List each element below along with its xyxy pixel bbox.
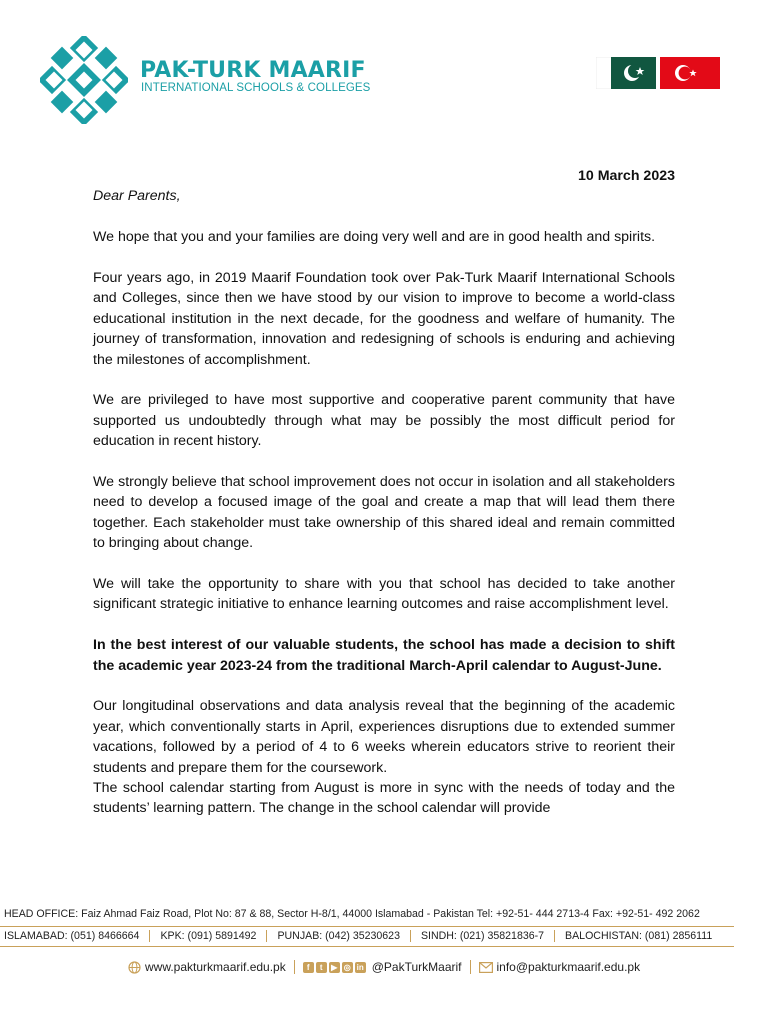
- paragraph: We hope that you and your families are doing very well and are in good health and spirits.: [93, 229, 656, 246]
- branch-contact: BALOCHISTAN: (081) 2856111: [554, 930, 722, 942]
- mail-icon: [479, 962, 493, 973]
- paragraph: We strongly believe that school improvement does not occur in isolation and all stakeholders need to develop a focused image of the goal and create a map that will lead them there together. Each stakeholder must take ownership of this shared ideal and remain committed to bringing about change.: [93, 474, 675, 552]
- footer-separator: [470, 960, 471, 974]
- letter-date: 10 March 2023: [577, 168, 675, 184]
- turkey-flag-icon: [660, 57, 720, 89]
- branch-contact: ISLAMABAD: (051) 8466664: [4, 930, 140, 942]
- instagram-icon[interactable]: ◎: [342, 962, 353, 973]
- paragraph: Our longitudinal observations and data analysis reveal that the beginning of the academic year, which conventionally starts in April, experiences disruptions due to extended summer vacations, followed by a period of 4 to 6 weeks wherein educators strive to reorient their students and prepare them for the coursework.: [93, 698, 675, 776]
- email-link[interactable]: info@pakturkmaarif.edu.pk: [496, 960, 641, 974]
- letter-body: [93, 166, 675, 819]
- social-handle[interactable]: @PakTurkMaarif: [371, 960, 462, 974]
- footer-divider: [0, 926, 734, 927]
- branch-contact: KPK: (091) 5891492: [149, 930, 266, 942]
- twitter-icon[interactable]: t: [316, 962, 327, 973]
- maarif-logo-icon: [40, 36, 128, 124]
- head-office-address: HEAD OFFICE: Faiz Ahmad Faiz Road, Plot No: 87 & 88, Sector H-8/1, 44000 Islamabad - Pakistan Tel: +92-51- 444 2713-4 Fax: +92-51- 492 2062: [4, 908, 700, 920]
- facebook-icon[interactable]: f: [303, 962, 314, 973]
- salutation: Dear Parents,: [93, 188, 181, 205]
- branch-contact: PUNJAB: (042) 35230623: [266, 930, 410, 942]
- branch-contacts: [0, 930, 740, 942]
- footer-separator: [294, 960, 295, 974]
- footer-divider: [0, 946, 734, 947]
- letter-footer: [0, 902, 768, 1024]
- org-name: PAK-TURK MAARIF: [140, 58, 366, 83]
- paragraph: The school calendar starting from August is more in sync with the needs of today and the students’ learning pattern. The change in the school calendar will provide: [93, 780, 675, 817]
- contact-links: [128, 958, 640, 976]
- letterhead: [0, 0, 768, 110]
- paragraph: We will take the opportunity to share with you that school has decided to take another significant strategic initiative to enhance learning outcomes and raise accomplishment level.: [93, 576, 675, 613]
- paragraph: We are privileged to have most supportive and cooperative parent community that have supported us undoubtedly through what may be possibly the most difficult period for education in recent history.: [93, 392, 675, 450]
- linkedin-icon[interactable]: in: [356, 962, 364, 972]
- youtube-icon[interactable]: ▶: [329, 962, 340, 973]
- website-link[interactable]: www.pakturkmaarif.edu.pk: [145, 960, 286, 974]
- paragraph: Four years ago, in 2019 Maarif Foundation took over Pak-Turk Maarif International Schools and Colleges, since then we have stood by our vision to improve to become a world-class educational institution in the next decade, for the goodness and welfare of humanity. The journey of transformation, innovation and redesigning of schools is enduring and achieving the milestones of accomplishment.: [93, 270, 675, 368]
- globe-icon: [128, 961, 141, 974]
- branch-contact: SINDH: (021) 35821836-7: [410, 930, 554, 942]
- announcement-paragraph: In the best interest of our valuable students, the school has made a decision to shift the academic year 2023-24 from the traditional March-April calendar to August-June.: [93, 637, 675, 674]
- pakistan-flag-icon: [596, 57, 656, 89]
- social-icons: [303, 962, 366, 973]
- org-subtitle: INTERNATIONAL SCHOOLS & COLLEGES: [141, 82, 371, 94]
